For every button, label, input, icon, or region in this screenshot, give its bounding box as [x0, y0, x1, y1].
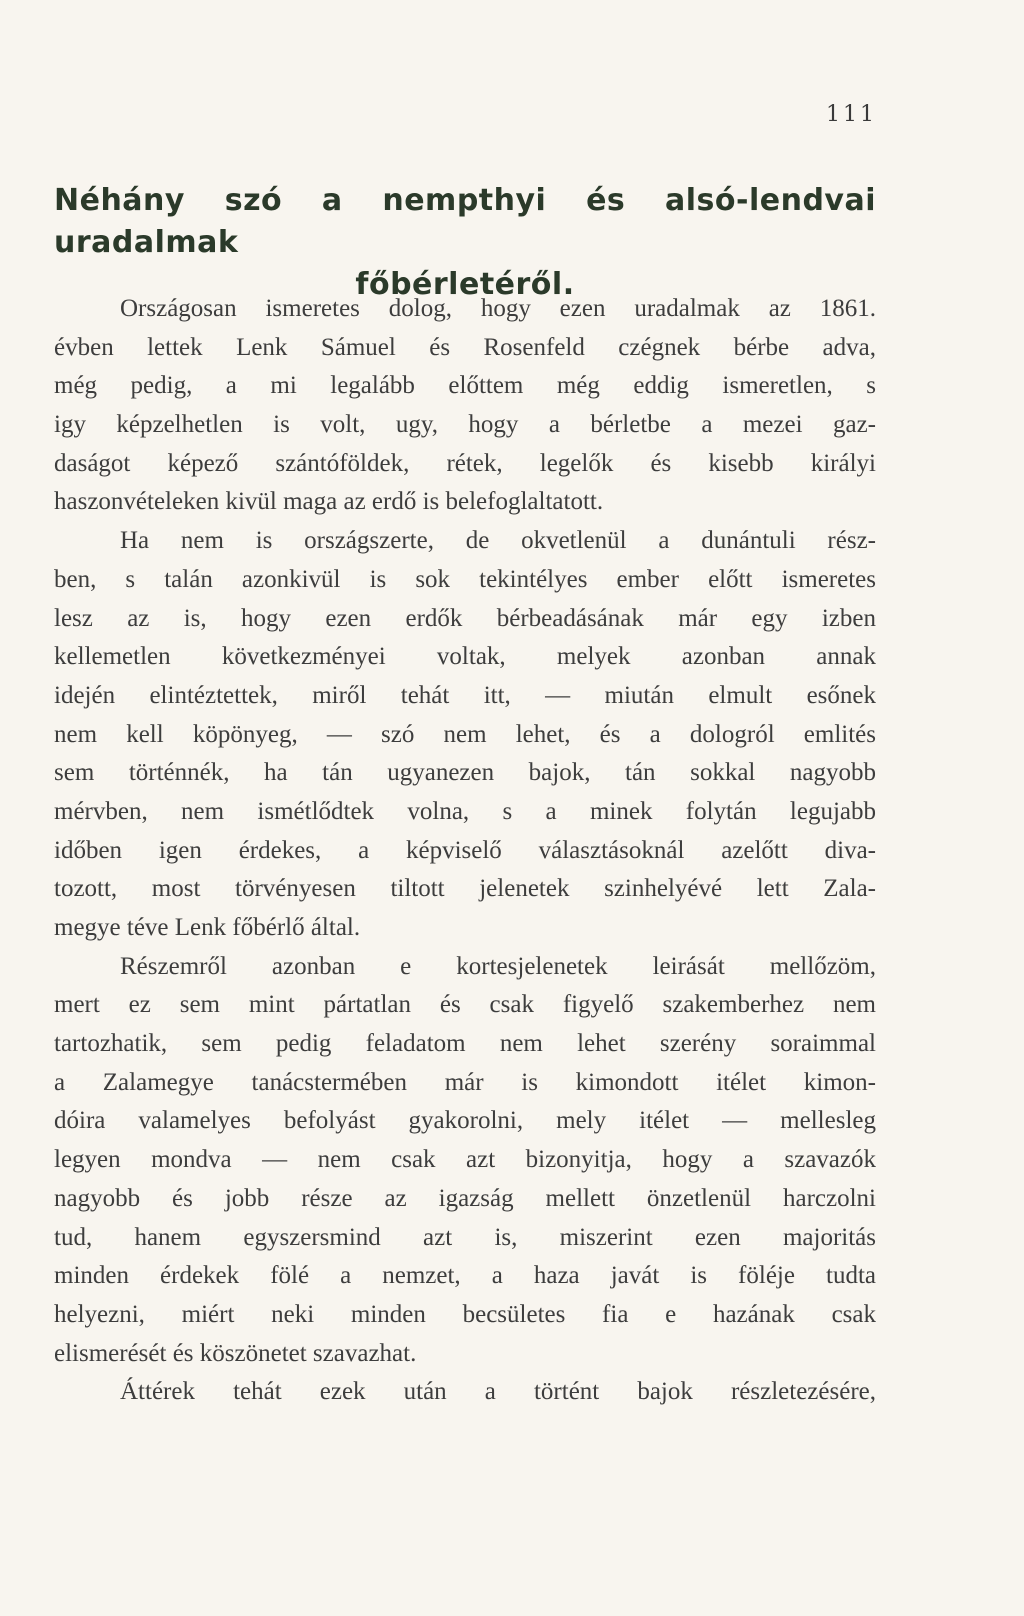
body-line: nagyobb és jobb része az igazság mellett önzetlenül harczolni: [54, 1184, 876, 1212]
title-line-1: Néhány szó a nempthyi és alsó-lendvai uradalmak: [54, 183, 876, 260]
body-line: lesz az is, hogy ezen erdők bérbeadásának már egy izben: [54, 604, 876, 632]
body-line: mert ez sem mint pártatlan és csak figyelő szakemberhez nem: [54, 991, 876, 1019]
body-line: Országosan ismeretes dolog, hogy ezen uradalmak az 1861.: [120, 295, 876, 322]
body-line: tozott, most törvényesen tiltott jelenetek szinhelyévé lett Zala-: [54, 875, 876, 903]
body-line: Ha nem is országszerte, de okvetlenül a dunántuli rész-: [120, 527, 876, 555]
body-line: még pedig, a mi legalább előttem még eddig ismeretlen, s: [54, 372, 876, 400]
body-line: Áttérek tehát ezek után a történt bajok részletezésére,: [120, 1378, 876, 1406]
body-line: legyen mondva — nem csak azt bizonyitja, hogy a szavazók: [54, 1146, 876, 1174]
body-line: időben igen érdekes, a képviselő választásoknál azelőtt diva-: [54, 836, 876, 864]
body-line: Részemről azonban e kortesjelenetek leirását mellőzöm,: [120, 952, 876, 980]
page-number: 111: [826, 102, 877, 127]
body-line: minden érdekek fölé a nemzet, a haza javát is föléje tudta: [54, 1262, 876, 1290]
body-line: a Zalamegye tanácstermében már is kimondott itélet kimon-: [54, 1068, 876, 1096]
body-line: daságot képező szántóföldek, rétek, legelők és kisebb királyi: [54, 449, 876, 477]
body-line: tud, hanem egyszersmind azt is, miszerint ezen majoritás: [54, 1223, 876, 1251]
article-body: [54, 290, 876, 1412]
body-line: elismerését és köszönetet szavazhat.: [54, 1339, 417, 1367]
body-line: ben, s talán azonkivül is sok tekintélyes ember előtt ismeretes: [54, 565, 876, 593]
body-line: megye téve Lenk főbérlő által.: [54, 914, 361, 941]
body-line: idején elintéztettek, miről tehát itt, — miután elmult esőnek: [54, 681, 876, 709]
body-line: helyezni, miért neki minden becsületes fia e hazának csak: [54, 1300, 876, 1328]
body-line: dóira valamelyes befolyást gyakorolni, mely itélet — mellesleg: [54, 1107, 876, 1135]
body-line: haszonvételeken kivül maga az erdő is belefoglaltatott.: [54, 488, 604, 516]
title-line-2: főbérletéről.: [355, 267, 575, 302]
body-line: kellemetlen következményei voltak, melyek azonban annak: [54, 643, 876, 671]
body-line: nem kell köpönyeg, — szó nem lehet, és a dologról emlités: [54, 720, 876, 748]
body-line: évben lettek Lenk Sámuel és Rosenfeld czégnek bérbe adva,: [54, 333, 876, 361]
body-line: tartozhatik, sem pedig feladatom nem lehet szerény soraimmal: [54, 1030, 876, 1058]
article-title: [54, 180, 876, 306]
body-line: sem történnék, ha tán ugyanezen bajok, tán sokkal nagyobb: [54, 759, 876, 787]
body-line: mérvben, nem ismétlődtek volna, s a minek folytán legujabb: [54, 797, 876, 825]
body-line: igy képzelhetlen is volt, ugy, hogy a bérletbe a mezei gaz-: [54, 411, 876, 439]
